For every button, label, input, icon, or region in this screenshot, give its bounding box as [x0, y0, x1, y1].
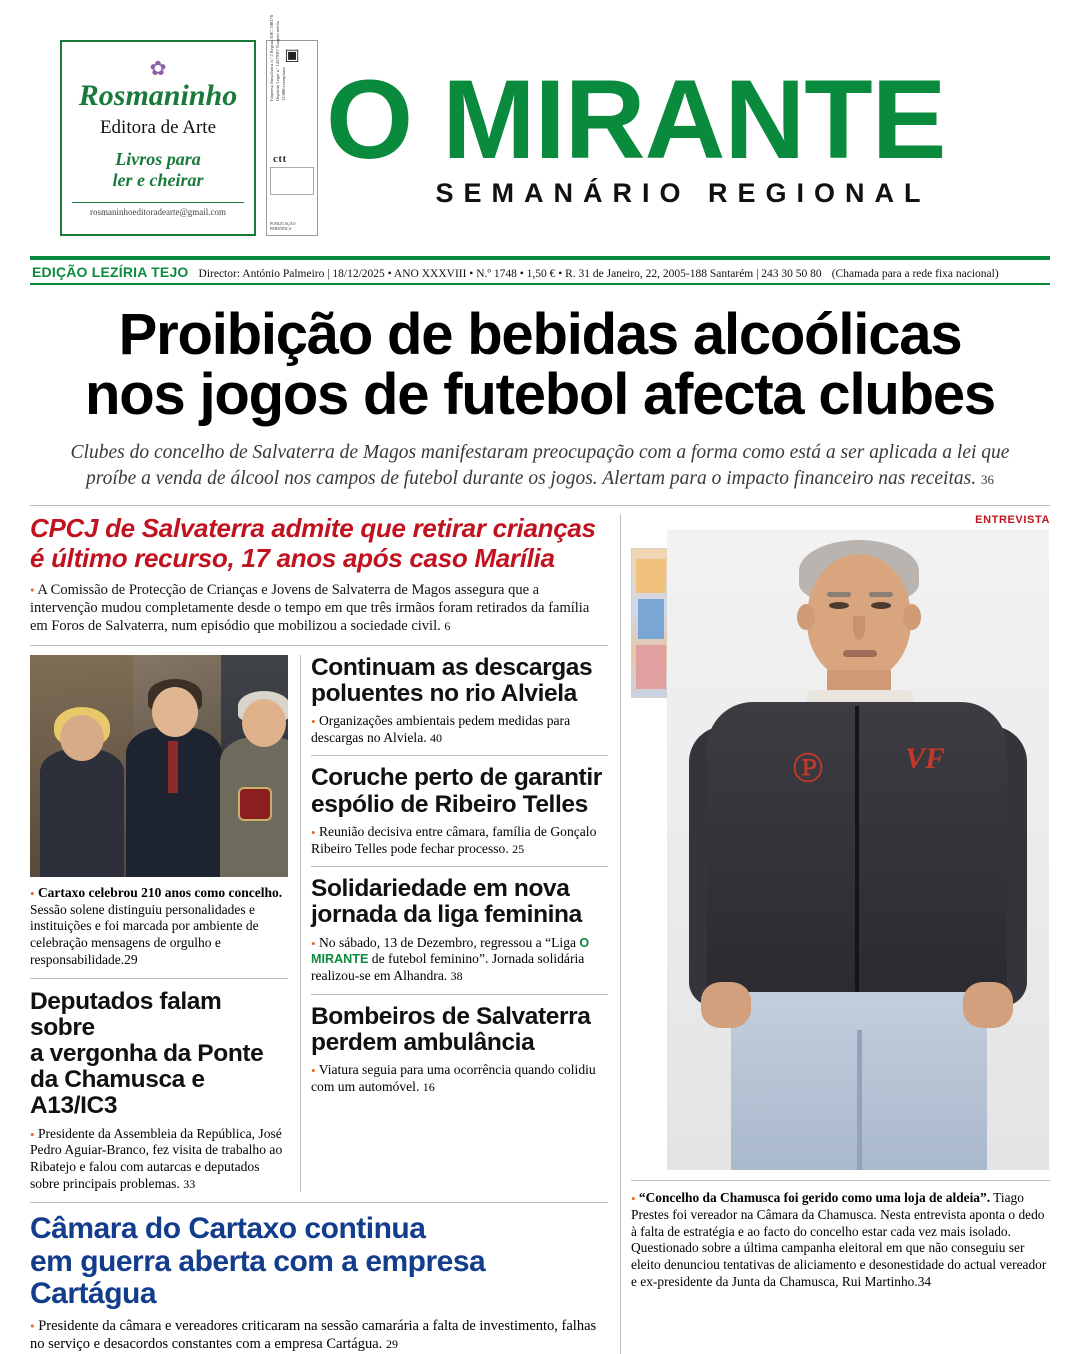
deputados-story[interactable] — [30, 989, 288, 1193]
edition-info-note: (Chamada para a rede fixa nacional) — [831, 268, 999, 280]
news-3-headline-line1: Bombeiros de Salvaterra — [311, 1002, 591, 1030]
deputados-page-number: 33 — [183, 1176, 196, 1191]
bullet-icon: • — [631, 1191, 636, 1207]
news-0-text: Organizações ambientais pedem medidas para descargas no Alviela. — [311, 713, 571, 745]
news-2-page: 38 — [450, 969, 463, 984]
news-item-coruche[interactable] — [311, 765, 608, 857]
ctt-logo: ctt — [273, 153, 287, 165]
edition-info: Director: António Palmeiro | 18/12/2025 • ANO XXXVIII • N.º 1748 • 1,50 € • R. 31 de Janeiro, 22, 2005-188 Santarém | 243 30 50 80 — [198, 268, 822, 280]
news-1-page: 25 — [512, 841, 525, 856]
bullet-icon: • — [311, 714, 316, 730]
interview-text: Tiago Prestes foi vereador na Câmara da Chamusca. Nesta entrevista aponta o dedo à falta de estratégia e ao facto do concelho estar cada vez mais isolado. Questionado sobre a última campanha eleitoral em que não conseguiu ser eleito denunciou tentativas de aliciamento e desonestidade do actual vereador e ex-presidente da Junta da Chamusca, Rui Martinho. — [631, 1190, 1047, 1289]
tiago-prestes-portrait — [667, 530, 1049, 1170]
lead-divider — [30, 505, 1050, 506]
ad-email: rosmaninhoeditoradearte@gmail.com — [72, 202, 245, 217]
paper-name: O MIRANTE — [326, 57, 946, 182]
ad-brand: Rosmaninho — [78, 79, 238, 113]
photo-page-number: 29 — [124, 951, 138, 967]
news-3-headline-line2: perdem ambulância — [311, 1028, 535, 1056]
paper-subtitle: SEMANÁRIO REGIONAL — [435, 177, 931, 208]
title-block — [318, 28, 1050, 209]
bottom-story-text: Presidente da câmara e vereadores criticaram na sessão camarária a falta de investimento, falhas no serviço e desacordos constantes com a empresa Cartágua. — [30, 1318, 597, 1352]
news-0-headline-line2: poluentes no rio Alviela — [311, 679, 577, 707]
news-divider-1 — [311, 755, 608, 756]
bullet-icon: • — [30, 1126, 35, 1142]
news-item-bombeiros[interactable] — [311, 1004, 608, 1096]
edition-label: EDIÇÃO LEZÍRIA TEJO — [32, 264, 189, 280]
interview-kicker: ENTREVISTA — [975, 514, 1050, 527]
cpcj-headline[interactable] — [30, 514, 608, 573]
stamp-rotated-text: Empresa Jornalística n.º 2 Registo ERC 100178 Depósito Legal n.º 14379/87 Tiragem média 12.000 exemplares — [269, 14, 287, 101]
left-column — [30, 514, 620, 1354]
interview-caption — [631, 1180, 1050, 1290]
cpcj-headline-line1: CPCJ de Salvaterra admite que retirar crianças — [30, 513, 596, 544]
news-0-headline-line1: Continuam as descargas — [311, 653, 593, 681]
cpcj-headline-line2: é último recurso, 17 anos após caso Marília — [30, 542, 555, 573]
photo-caption — [30, 885, 288, 969]
ad-slogan-line2: ler e cheirar — [112, 169, 204, 190]
postal-stamp-block — [266, 14, 318, 236]
deputados-summary-text: Presidente da Assembleia da República, José Pedro Aguiar-Branco, fez visita de trabalho ao Ribatejo e falou com autarcas e deputados sobre principais problemas. — [30, 1125, 283, 1191]
edition-info-bar — [30, 260, 1050, 283]
left-sub-grid — [30, 655, 608, 1192]
photo-column — [30, 655, 300, 1192]
cpcj-summary-text: A Comissão de Protecção de Crianças e Jovens de Salvaterra de Magos assegura que a intervenção mudou completamente desde o tempo em que três irmãos foram retirados da família em Foros de Salvaterra, num episódio que mobilizou a sociedade civil. — [30, 581, 590, 635]
stamp-bottom-text: PUBLICAÇÃO PERIÓDICA — [270, 220, 296, 231]
lead-headline-line2: nos jogos de futebol afecta clubes — [85, 361, 995, 427]
lead-standfirst-text: Clubes do concelho de Salvaterra de Magos manifestaram preocupação com a forma como está a ser aplicada a lei que proíbe a venda de álcool nos campos de futebol durante os jogos. Alertam para o impacto financeiro nas receitas. — [70, 442, 1010, 489]
deputados-headline-line1: Deputados falam sobre — [30, 987, 222, 1041]
cartaxo-ceremony-photo — [30, 655, 288, 877]
lead-headline[interactable] — [30, 302, 1050, 427]
news-1-headline-line2: espólio de Ribeiro Telles — [311, 790, 588, 818]
left-divider-1 — [30, 645, 608, 646]
deputados-headline — [30, 989, 288, 1120]
news-2-headline-line1: Solidariedade em nova — [311, 875, 570, 903]
bullet-icon: • — [30, 885, 35, 901]
bottom-story-page: 29 — [385, 1337, 398, 1351]
news-2-text-before: No sábado, 13 de Dezembro, regressou a “Liga — [318, 934, 580, 950]
news-0-page: 40 — [430, 730, 443, 745]
deputados-headline-line2: a vergonha da Ponte — [30, 1040, 264, 1067]
ad-subtitle: Editora de Arte — [99, 117, 217, 139]
bullet-icon: • — [30, 1319, 35, 1335]
news-2-brand: O MIRANTE — [311, 935, 590, 967]
lead-standfirst — [54, 440, 1026, 491]
bottom-headline-line1: Câmara do Cartaxo continua — [30, 1212, 426, 1246]
news-item-liga-feminina[interactable] — [311, 876, 608, 984]
masthead-rule-thin — [30, 283, 1050, 285]
interview-portrait-wrap — [631, 530, 1050, 1170]
advertisement-rosmaninho[interactable] — [60, 40, 256, 236]
right-column — [620, 514, 1050, 1354]
jacket-logo-left-icon: Ⓟ — [793, 753, 823, 787]
news-1-headline-line1: Coruche perto de garantir — [311, 764, 602, 792]
interview-page: 34 — [917, 1273, 932, 1289]
jacket-logo-right-icon: VF — [905, 742, 946, 776]
ad-slogan-line1: Livros para — [115, 149, 201, 170]
lead-headline-line1: Proibição de bebidas alcoólicas — [118, 302, 962, 367]
deputados-summary — [30, 1126, 288, 1193]
news-item-alviela[interactable] — [311, 655, 608, 747]
content-grid — [30, 514, 1050, 1354]
news-2-text-after: de futebol feminino”. Jornada solidária realizou-se em Alhandra. — [311, 951, 585, 984]
photo-caption-bold: Cartaxo celebrou 210 anos como concelho. — [37, 884, 283, 900]
bullet-icon: • — [311, 935, 316, 951]
bottom-headline-line2: em guerra aberta com a empresa Cartágua — [30, 1244, 486, 1310]
news-divider-2 — [311, 866, 608, 867]
news-3-page: 16 — [422, 1079, 435, 1094]
cpcj-summary — [30, 581, 608, 636]
news-3-text: Viatura seguia para uma ocorrência quando colidiu com um automóvel. — [311, 1062, 596, 1094]
photo-caption-text: Sessão solene distinguiu personalidades e instituições e foi marcada por ambiente de celebração mensagens de orgulho e responsabilidade. — [30, 901, 259, 967]
lead-page-number: 36 — [980, 471, 994, 487]
news-1-text: Reunião decisiva entre câmara, família de Gonçalo Ribeiro Telles pode fechar processo. — [311, 823, 597, 856]
masthead — [30, 14, 1050, 250]
cpcj-page-number: 6 — [444, 619, 451, 634]
bullet-icon: • — [311, 824, 316, 840]
interview-quote: “Concelho da Chamusca foi gerido como uma loja de aldeia”. — [638, 1190, 991, 1206]
bullet-icon: • — [311, 1062, 316, 1078]
news-divider-3 — [311, 994, 608, 995]
deputados-headline-line3: da Chamusca e A13/IC3 — [30, 1066, 205, 1120]
medal-icon — [238, 787, 272, 821]
news-2-headline-line2: jornada da liga feminina — [311, 901, 582, 929]
ctt-postal-stamp-icon: ▣ — [284, 47, 300, 64]
bullet-icon: • — [30, 582, 35, 598]
news-column — [300, 655, 608, 1192]
bottom-story-cartagua[interactable] — [30, 1202, 608, 1354]
stamp-inner-box — [270, 167, 314, 195]
flower-icon: ✿ — [149, 58, 167, 81]
left-divider-2 — [30, 978, 288, 979]
